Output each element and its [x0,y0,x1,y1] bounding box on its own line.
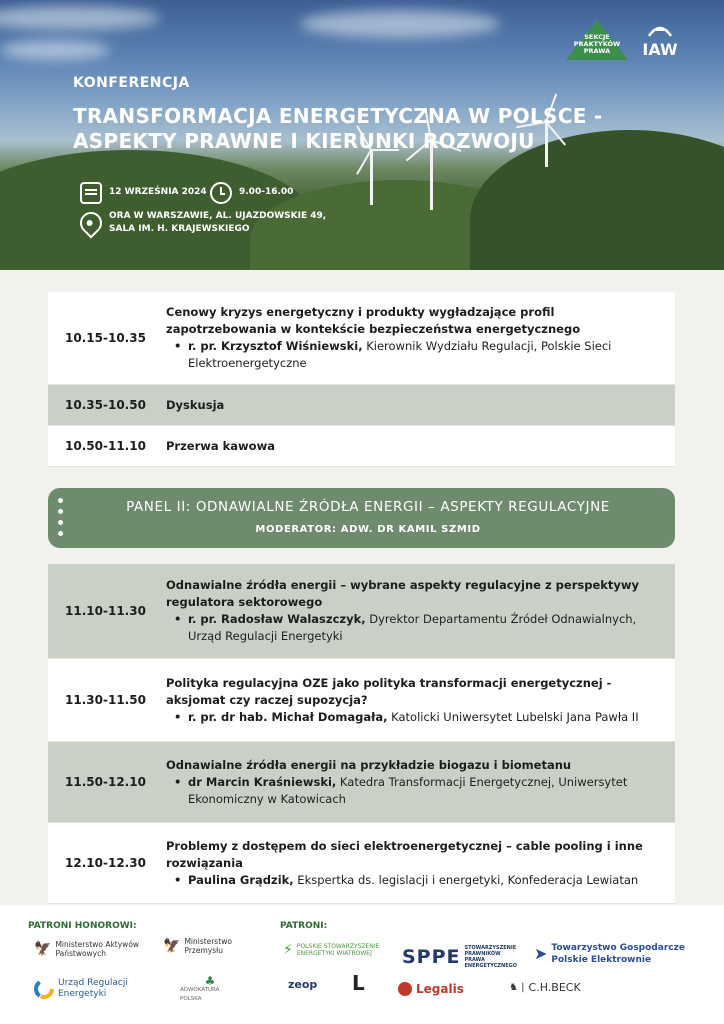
session-title: Dyskusja [166,397,225,412]
event-location [109,210,326,236]
logo-text: SEKCJE [584,33,610,41]
logo-text: Legalis [416,981,464,996]
session-title: Odnawialne źródła energii na przykładzie biogazu i biometanu [166,757,572,772]
legalis-icon [398,982,412,996]
speaker-name: r. pr. dr hab. Michał Domagała, [188,709,388,724]
session-time: 11.30-11.50 [65,693,146,707]
eagle-icon: 🦅 [163,937,181,954]
logo-text: Ministerstwo Aktywów Państwowych [55,940,140,958]
logo-legalis [398,982,488,996]
speaker-name: dr Marcin Kraśniewski, [188,774,337,789]
speaker-name: r. pr. Krzysztof Wiśniewski, [188,339,363,353]
session-time: 11.50-12.10 [65,775,146,789]
ure-icon [34,979,54,999]
session-title: Problemy z dostępem do sieci elektroenergetycznej – cable pooling i inne rozwiązania [166,838,643,870]
hero-banner [0,0,724,270]
panel-title: PANEL II: ODNAWIALNE ŹRÓDŁA ENERGII – ASPEKTY REGULACYJNE [126,499,610,515]
location-line: SALA IM. H. KRAJEWSKIEGO [109,224,250,234]
title-line: ASPEKTY PRAWNE I KIERUNKI ROZWOJU [73,129,535,153]
event-date: 12 WRZEŚNIA 2024 [109,187,207,197]
panel-moderator: MODERATOR: ADW. DR KAMIL SZMID [255,524,481,535]
wind-icon: ⚡ [283,941,293,958]
logo-text: SPPE [402,945,461,968]
logo-text: Towarzystwo Gospodarcze Polskie Elektrownie [551,943,685,965]
logo-ministerstwo-aktywow [34,940,144,958]
agenda-row [48,742,675,823]
speaker [166,709,663,726]
conference-label: KONFERENCJA [73,75,190,91]
bullet-icon: • [174,774,182,789]
speaker [166,611,663,645]
footer [0,905,724,1024]
session-time: 12.10-12.30 [65,856,146,870]
logo-text: PRAKTYKÓW [573,40,621,48]
iaw-logo [640,18,680,66]
bullet-icon: • [174,339,182,353]
adwokatura-icon: ♣ [204,974,216,988]
event-time: 9.00-16.00 [239,187,294,197]
logo-psew [283,943,388,957]
l-mark-icon: Ⅼ [352,971,365,995]
session-title: Polityka regulacyjna OZE jako polityka transformacji energetycznej - aksjomat czy raczej supozycja? [166,675,612,707]
honorary-patrons-label: PATRONI HONOROWI: [28,921,137,931]
speaker [166,872,663,889]
agenda-row [48,659,675,742]
agenda-row [48,823,675,904]
session-title: Przerwa kawowa [166,438,275,453]
logo-text: C.H.BECK [528,981,581,994]
logo-text: IAW [642,40,678,59]
cloud [0,40,110,60]
location-line: ORA W WARSZAWIE, AL. UJAZDOWSKIE 49, [109,211,327,221]
session-title: Cenowy kryzys energetyczny i produkty wygładzające profil zapotrzebowania w kontekście bezpieczeństwa energetycznego [166,305,581,336]
beck-icon: ♞ | [509,982,525,993]
speaker-affiliation: Katolicki Uniwersytet Lubelski Jana Pawła II [387,709,639,724]
clock-icon [210,182,232,204]
arrow-icon: ➤ [534,944,548,963]
speaker-name: r. pr. Radosław Walaszczyk, [188,612,366,626]
cloud [300,10,500,38]
logo-text: POLSKIE STOWARZYSZENIE ENERGETYKI WIATROWEJ [296,943,380,957]
bullet-icon: • [174,709,182,724]
speaker [166,774,663,808]
logo-l [352,971,372,995]
speaker-affiliation: Dyrektor Departamentu Źródeł Odnawialnych, Urząd Regulacji Energetyki [188,612,637,643]
logo-text: Urząd Regulacji Energetyki [58,978,128,999]
cloud [0,6,160,30]
logo-text: PRAWA [583,47,611,55]
session-time: 11.10-11.30 [65,604,146,618]
logo-text: ADWOKATURA POLSKA [180,987,220,1002]
agenda-row [48,564,675,659]
logo-adwokatura [180,974,240,1004]
dots-decoration [58,498,64,542]
logo-ure [34,978,144,1000]
speaker [166,338,663,372]
logo-tgpe [534,942,699,966]
bullet-icon: • [174,612,182,626]
conference-title [73,104,693,154]
title-line: TRANSFORMACJA ENERGETYCZNA W POLSCE - [73,104,603,128]
logo-text: Ministerstwo Przemysłu [184,937,232,955]
agenda-part-1 [48,292,675,467]
speaker-affiliation: Katedra Transformacji Energetycznej, Uniwersytet Ekonomiczny w Katowicach [188,774,628,806]
agenda-row [48,426,675,467]
session-time: 10.35-10.50 [65,398,146,412]
agenda-row [48,385,675,426]
speaker-name: Paulina Grądzik, [188,872,294,887]
bullet-icon: • [174,872,182,887]
logo-zeop [288,980,333,989]
agenda-part-2 [48,564,675,904]
logo-chbeck [509,983,609,992]
sekcje-praktykow-prawa-logo [566,20,628,64]
logo-text: zeop [288,978,318,991]
speaker-affiliation: Kierownik Wydziału Regulacji, Polskie Sieci Elektroenergetyczne [188,339,612,370]
speaker-affiliation: Ekspertka ds. legislacji i energetyki, Konfederacja Lewiatan [293,872,639,887]
session-title: Odnawialne źródła energii – wybrane aspekty regulacyjne z perspektywy regulatora sektorowego [166,578,640,609]
eagle-icon: 🦅 [34,940,52,957]
session-time: 10.15-10.35 [65,331,146,345]
panel-header [48,488,675,548]
patrons-label: PATRONI: [280,921,328,931]
calendar-icon [80,182,102,204]
logo-sppe [402,945,522,969]
logo-ministerstwo-przemyslu [163,937,243,955]
agenda-row [48,292,675,385]
session-time: 10.50-11.10 [65,439,146,453]
logo-text: STOWARZYSZENIE PRAWNIKÓW PRAWA ENERGETYCZNEGO [464,945,518,969]
